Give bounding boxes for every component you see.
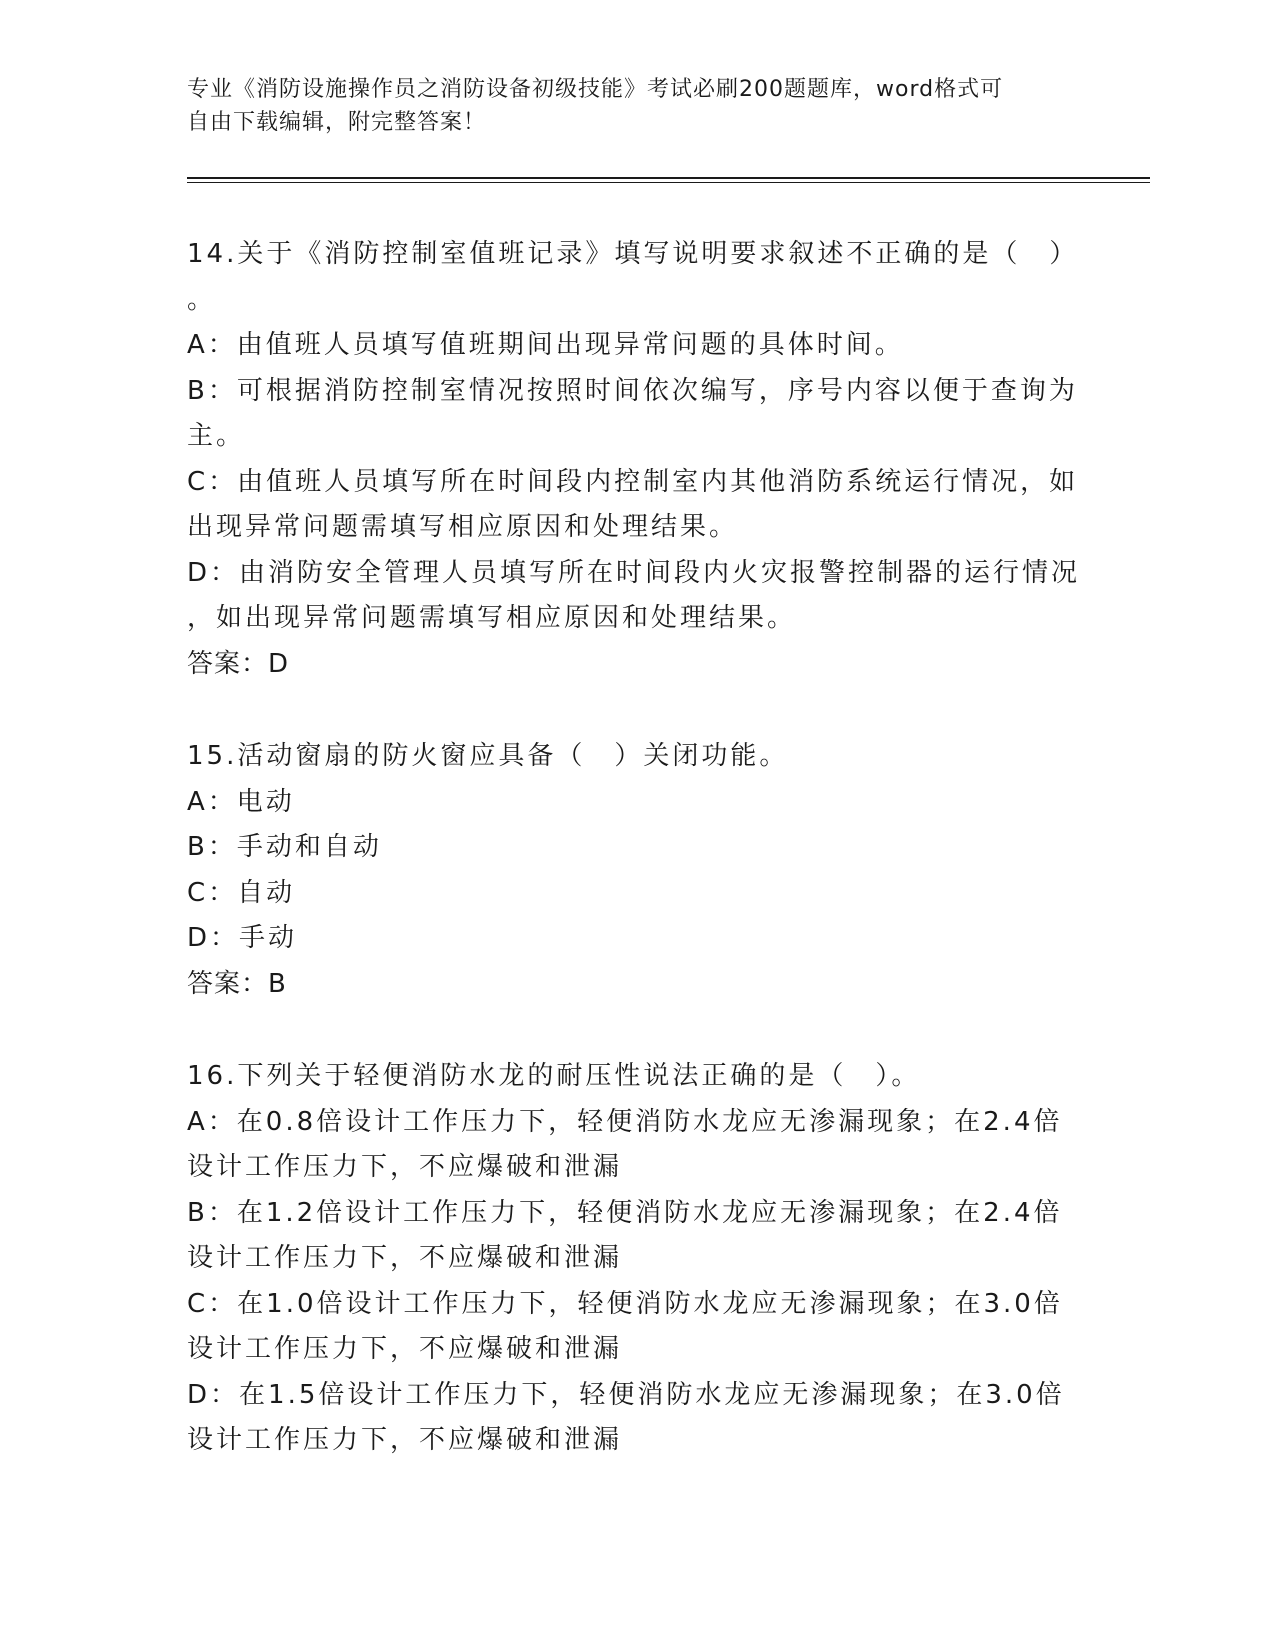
question-spacer <box>187 1007 1067 1054</box>
option-a: A：电动 <box>187 786 295 817</box>
option-d: D：手动 <box>187 923 298 953</box>
question-stem: 16.下列关于轻便消防水龙的耐压性说法正确的是（ ）。 <box>187 1061 921 1091</box>
option-a-cont: 设计工作压力下，不应爆破和泄漏 <box>187 1152 623 1182</box>
option-d-cont: 设计工作压力下，不应爆破和泄漏 <box>187 1425 623 1455</box>
header-line-2: 自由下载编辑，附完整答案！ <box>187 110 487 135</box>
question-list <box>187 232 1081 1464</box>
option-d-cont: ，如出现异常问题需填写相应原因和处理结果。 <box>187 603 797 633</box>
answer-line: 答案：B <box>187 968 287 999</box>
header-line-1: 专业《消防设施操作员之消防设备初级技能》考试必刷200题题库，word格式可 <box>187 77 1004 102</box>
question-14 <box>187 232 1081 687</box>
question-spacer <box>187 687 1067 734</box>
option-b-cont: 设计工作压力下，不应爆破和泄漏 <box>187 1243 623 1273</box>
option-c: C：在1.0倍设计工作压力下，轻便消防水龙应无渗漏现象；在3.0倍 <box>187 1288 1063 1319</box>
option-b: B：手动和自动 <box>187 832 382 862</box>
option-d: D：在1.5倍设计工作压力下，轻便消防水龙应无渗漏现象；在3.0倍 <box>187 1379 1065 1410</box>
option-c: C：由值班人员填写所在时间段内控制室内其他消防系统运行情况，如 <box>187 466 1079 497</box>
answer-line: 答案：D <box>187 648 290 679</box>
question-stem: 15.活动窗扇的防火窗应具备（ ）关闭功能。 <box>187 741 789 771</box>
header-divider-thick <box>187 177 1150 179</box>
question-stem-cont: 。 <box>187 284 217 315</box>
header-divider-thin <box>187 182 1150 183</box>
document-header <box>187 73 1087 139</box>
option-b-cont: 主。 <box>187 421 246 451</box>
question-16 <box>187 1054 1067 1464</box>
question-stem: 14.关于《消防控制室值班记录》填写说明要求叙述不正确的是（ ） <box>187 239 1079 269</box>
option-a: A：由值班人员填写值班期间出现异常问题的具体时间。 <box>187 330 904 360</box>
option-d: D：由消防安全管理人员填写所在时间段内火灾报警控制器的运行情况 <box>187 557 1081 588</box>
option-c: C：自动 <box>187 877 296 908</box>
question-15 <box>187 734 1067 1007</box>
option-c-cont: 出现异常问题需填写相应原因和处理结果。 <box>187 512 739 542</box>
option-a: A：在0.8倍设计工作压力下，轻便消防水龙应无渗漏现象；在2.4倍 <box>187 1106 1063 1137</box>
option-b: B：可根据消防控制室情况按照时间依次编写，序号内容以便于查询为 <box>187 375 1078 406</box>
option-c-cont: 设计工作压力下，不应爆破和泄漏 <box>187 1334 623 1364</box>
option-b: B：在1.2倍设计工作压力下，轻便消防水龙应无渗漏现象；在2.4倍 <box>187 1197 1063 1228</box>
